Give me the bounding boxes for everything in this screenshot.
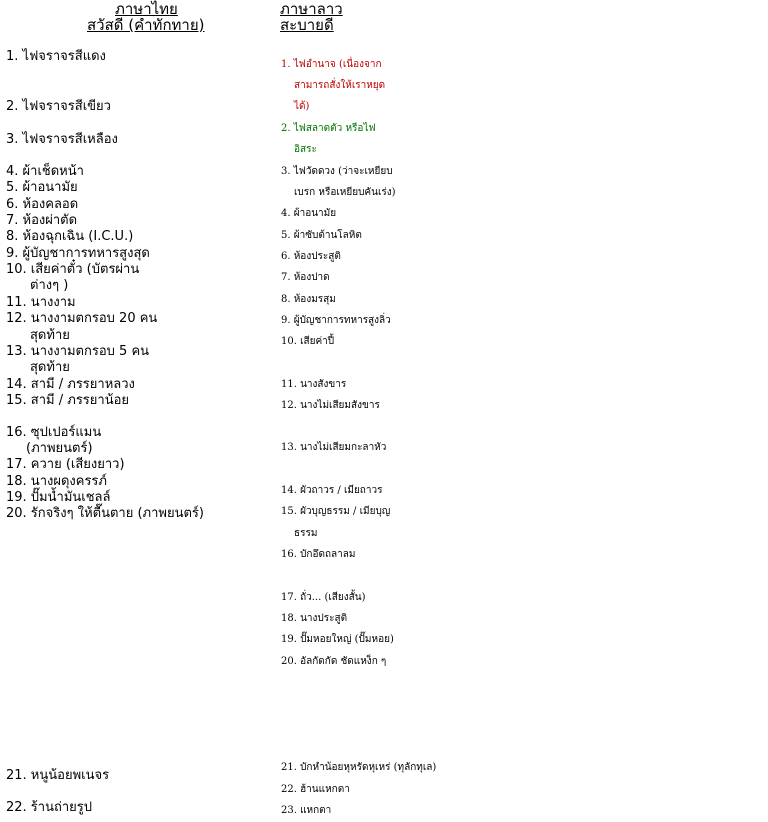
lao-item-7: 7. ห้องปาด — [281, 272, 330, 283]
thai-item-2: 2. ไฟจราจรสีเขียว — [6, 99, 111, 114]
thai-item-9: 9. ผู้บัญชาการทหารสูงสุด — [6, 246, 150, 261]
thai-item-10: 10. เสียค่าตั๋ว (บัตรผ่าน — [6, 262, 140, 277]
thai-item-20: 20. รักจริงๆ ให้ตื๊นตาย (ภาพยนตร์) — [6, 506, 204, 521]
thai-item-21: 21. หนูน้อยพเนจร — [6, 768, 110, 783]
lao-item-2: 2. ไฟสลาดตัว หรือไฟ — [281, 123, 376, 134]
thai-item-12-cont: สุดท้าย — [30, 328, 70, 343]
thai-item-6: 6. ห้องคลอด — [6, 197, 79, 212]
lao-item-6: 6. ห้องประสูติ — [281, 251, 341, 262]
thai-item-12: 12. นางงามตกรอบ 20 คน — [6, 311, 158, 326]
lao-item-3: 3. ไฟวัดดวง (ว่าจะเหยียบ — [281, 166, 393, 177]
thai-item-8: 8. ห้องฉุกเฉิน (I.C.U.) — [6, 229, 134, 244]
lao-item-22: 22. ฮ้านแหกตา — [281, 784, 350, 795]
lao-item-5: 5. ผ้าซับต้านโลหิต — [281, 230, 362, 241]
lao-item-18: 18. นางประสูติ — [281, 613, 348, 624]
lao-item-3-line2: เบรก หรือเหยียบคันเร่ง) — [294, 187, 396, 198]
thai-item-13: 13. นางงามตกรอบ 5 คน — [6, 344, 150, 359]
lao-item-11: 11. นางสังขาร — [281, 379, 347, 390]
lao-item-15-line2: ธรรม — [294, 528, 318, 539]
thai-item-19: 19. ปั๊มน้ำมันเชลล์ — [6, 490, 111, 505]
lao-item-1-line3: ได้) — [294, 101, 310, 112]
thai-item-10-cont: ต่างๆ ) — [30, 278, 69, 293]
thai-item-1: 1. ไฟจราจรสีแดง — [6, 49, 106, 64]
thai-item-13-cont: สุดท้าย — [30, 360, 70, 375]
lao-item-9: 9. ผู้บัญชาการทหารสูงลิ่ว — [281, 315, 391, 326]
thai-item-7: 7. ห้องผ่าตัด — [6, 213, 78, 228]
lao-item-12: 12. นางไม่เสียมสังขาร — [281, 400, 380, 411]
thai-item-4: 4. ผ้าเช็ดหน้า — [6, 164, 84, 179]
thai-item-15: 15. สามี / ภรรยาน้อย — [6, 393, 130, 408]
thai-item-3: 3. ไฟจราจรสีเหลือง — [6, 132, 118, 147]
lao-item-21: 21. บักหำน้อยหุหรัดหุเหร่ (ทุลักทุเล) — [281, 762, 437, 773]
lao-item-16: 16. บักอึดถลาลม — [281, 549, 356, 560]
lao-item-1-line2: สามารถสั่งให้เราหยุด — [294, 80, 386, 91]
thai-item-22: 22. ร้านถ่ายรูป — [6, 800, 92, 815]
thai-item-17: 17. ควาย (เสียงยาว) — [6, 457, 125, 472]
lao-item-17: 17. ถั่ว... (เสียงสั้น) — [281, 592, 366, 603]
lao-item-4: 4. ผ้าอนามัย — [281, 208, 337, 219]
thai-item-16-cont: (ภาพยนตร์) — [26, 441, 93, 456]
thai-item-11: 11. นางงาม — [6, 295, 76, 310]
lao-item-20: 20. อัลกัดกัด ชัดแหง็ก ๆ — [281, 656, 387, 667]
lao-item-14: 14. ผัวถาวร / เมียถาวร — [281, 485, 383, 496]
lao-column-title: ภาษาลาว — [280, 0, 343, 18]
thai-item-14: 14. สามี / ภรรยาหลวง — [6, 377, 135, 392]
lao-item-2-line2: อิสระ — [294, 144, 317, 155]
thai-item-18: 18. นางผดุงครรภ์ — [6, 474, 107, 489]
thai-column-title: ภาษาไทย — [115, 0, 178, 18]
thai-item-16: 16. ซุปเปอร์แมน — [6, 425, 102, 440]
lao-item-23: 23. แหกตา — [281, 805, 332, 816]
lao-item-10: 10. เสียค่าปี้ — [281, 336, 335, 347]
lao-column-subtitle: สะบายดี — [280, 16, 334, 34]
lao-item-1: 1. ไฟอำนาจ (เนื่องจาก — [281, 59, 382, 70]
thai-item-5: 5. ผ้าอนามัย — [6, 180, 78, 195]
lao-item-19: 19. ปั๊มหอยใหญ่ (ปั๊มหอย) — [281, 634, 394, 645]
lao-item-8: 8. ห้องมรสุม — [281, 294, 336, 305]
lao-item-15: 15. ผัวบุญธรรม / เมียบุญ — [281, 506, 391, 517]
lao-item-13: 13. นางไม่เสียมกะลาหัว — [281, 442, 387, 453]
thai-column-subtitle: สวัสดี (คำทักทาย) — [87, 16, 205, 34]
